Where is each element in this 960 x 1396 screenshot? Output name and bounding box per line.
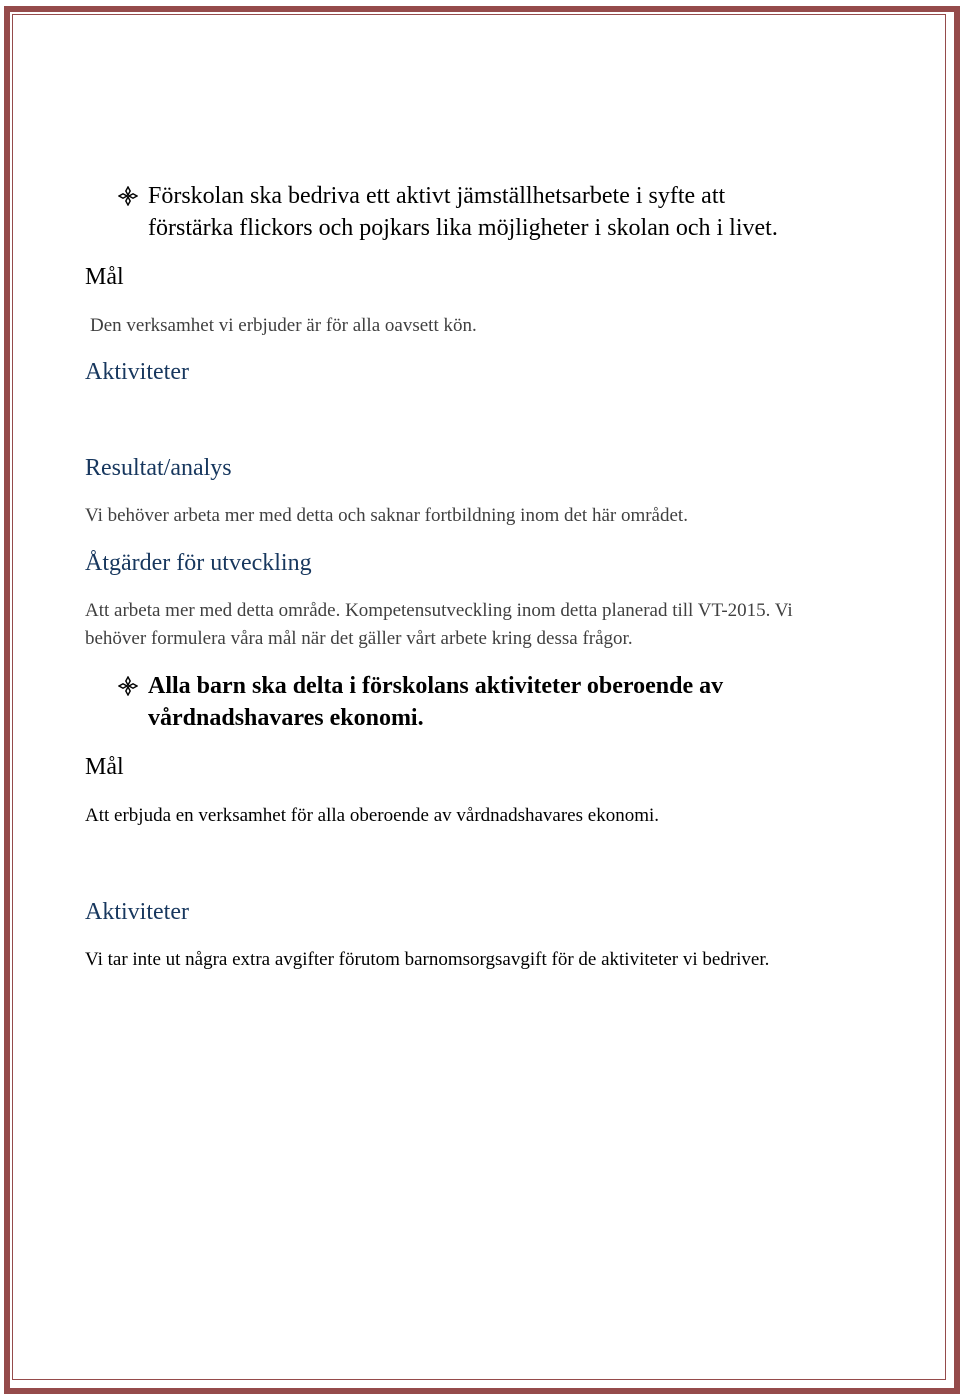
goal-bullet-2-line-1: Alla barn ska delta i förskolans aktiviteter oberoende av xyxy=(148,673,724,699)
aktiviteter-heading-2: Aktiviteter xyxy=(85,899,189,925)
atgarder-text-line-1: Att arbeta mer med detta område. Kompetensutveckling inom detta planerad till VT-2015. Vi xyxy=(85,600,793,621)
goal-bullet-1-line-1: Förskolan ska bedriva ett aktivt jämställhetsarbete i syfte att xyxy=(148,183,726,209)
mal-text-1: Den verksamhet vi erbjuder är för alla oavsett kön. xyxy=(90,315,477,336)
goal-bullet-2 xyxy=(118,670,723,734)
aktiviteter-text-2: Vi tar inte ut några extra avgifter förutom barnomsorgsavgift för de aktiviteter vi bedriver. xyxy=(85,949,770,970)
aktiviteter-heading-1: Aktiviteter xyxy=(85,359,189,385)
resultat-analys-heading: Resultat/analys xyxy=(85,455,232,481)
mal-heading-1: Mål xyxy=(85,264,124,290)
atgarder-heading: Åtgärder för utveckling xyxy=(85,550,312,576)
mal-heading-2: Mål xyxy=(85,754,124,780)
goal-bullet-1-line-2: förstärka flickors och pojkars lika möjligheter i skolan och i livet. xyxy=(148,215,778,241)
goal-bullet-1 xyxy=(118,180,778,244)
goal-bullet-2-line-2: vårdnadshavares ekonomi. xyxy=(148,705,424,731)
atgarder-text-line-2: behöver formulera våra mål när det gäller vårt arbete kring dessa frågor. xyxy=(85,628,633,649)
diamond-star-bullet-icon xyxy=(118,676,138,696)
diamond-star-bullet-icon xyxy=(118,186,138,206)
resultat-analys-text: Vi behöver arbeta mer med detta och saknar fortbildning inom det här området. xyxy=(85,505,688,526)
mal-text-2: Att erbjuda en verksamhet för alla oberoende av vårdnadshavares ekonomi. xyxy=(85,805,659,826)
